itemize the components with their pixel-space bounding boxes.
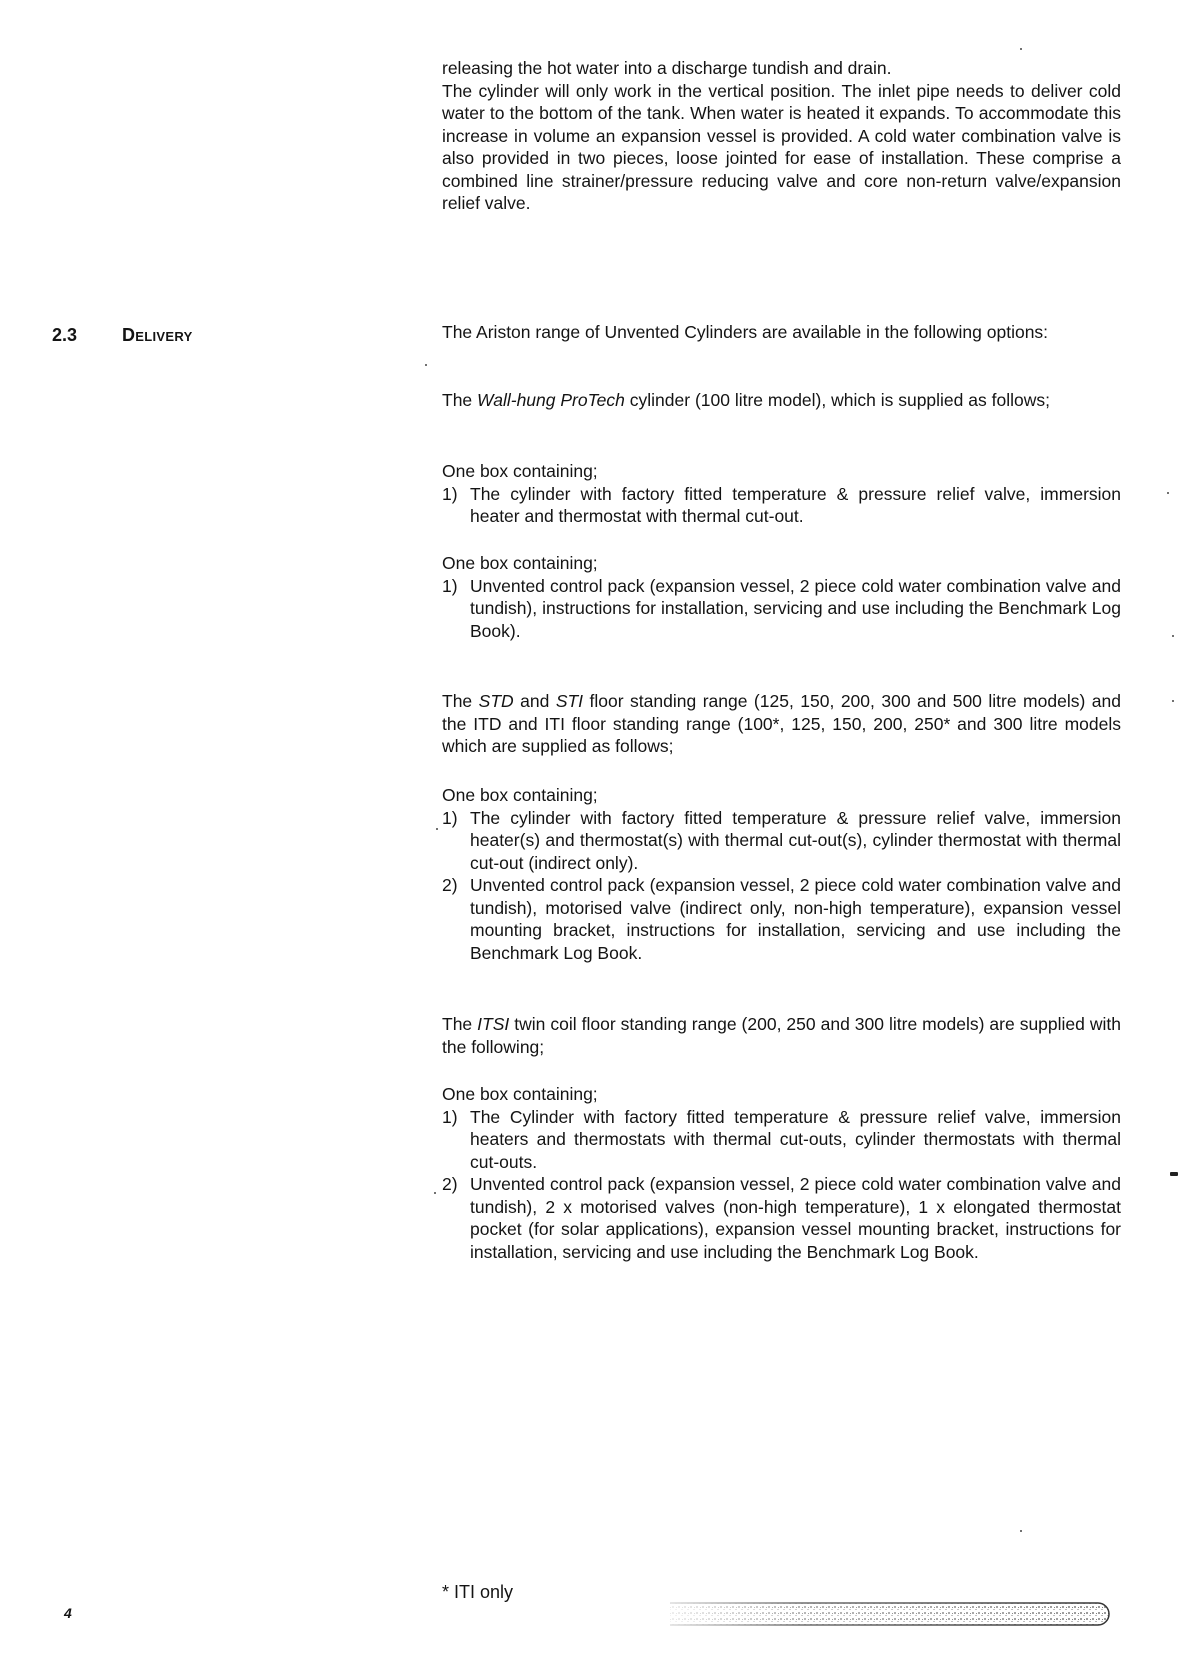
list-item-number: 2) xyxy=(442,875,458,895)
list-item-number: 1) xyxy=(442,807,458,828)
scan-speck xyxy=(1020,1530,1022,1532)
scan-speck xyxy=(1170,1172,1178,1176)
list-item xyxy=(442,1106,1121,1174)
scan-speck xyxy=(1172,700,1174,702)
list-item xyxy=(442,483,1121,528)
scan-speck xyxy=(434,1192,436,1194)
wallhung-lead-rest: cylinder (100 litre model), which is supplied as follows; xyxy=(629,390,1050,410)
list-item-number: 2) xyxy=(442,1174,458,1194)
list-item-text: Unvented control pack (expansion vessel, 2 piece cold water combination valve and tundish), instructions for installation, servicing and use including the Benchmark Log Book). xyxy=(470,575,1121,641)
wallhung-box-2 xyxy=(442,552,1121,642)
section-number: 2.3 xyxy=(52,325,78,345)
scan-speck xyxy=(1167,492,1169,494)
intro-paragraph-1: releasing the hot water into a discharge tundish and drain. xyxy=(442,58,892,78)
footnote: * ITI only xyxy=(442,1582,514,1602)
scan-speck xyxy=(436,828,438,830)
twin-lead-the: The xyxy=(442,1014,473,1034)
section-title: Delivery xyxy=(122,325,193,345)
floor-lead-the: The xyxy=(442,691,473,711)
scan-speck xyxy=(425,364,427,366)
intro-block xyxy=(442,57,1121,215)
floor-model-sti: STI xyxy=(555,691,584,711)
list-item-text: Unvented control pack (expansion vessel, 2 piece cold water combination valve and tundish), motorised valve (indirect only, non-high temperature), expansion vessel mounting bracket, instructions for installation, servicing and use including the Benchmark Log Book. xyxy=(470,875,1121,963)
wallhung-box-1 xyxy=(442,460,1121,528)
wallhung-model-name: Wall-hung ProTech xyxy=(477,390,625,410)
list-item xyxy=(442,874,1121,964)
list-item-text: The cylinder with factory fitted temperature & pressure relief valve, immersion heater(s) and thermostat(s) with thermal cut-out(s), cylinder thermostat with thermal cut-out (indirect only). xyxy=(470,807,1121,873)
list-item xyxy=(442,1173,1121,1263)
footer-scan-bar xyxy=(630,1600,1118,1628)
twin-box xyxy=(442,1083,1121,1263)
list-item xyxy=(442,807,1121,875)
twin-lead xyxy=(442,1013,1121,1058)
section-intro-text: The Ariston range of Unvented Cylinders are available in the following options: xyxy=(442,322,1049,342)
floor-lead-and: and xyxy=(520,691,550,711)
box-label: One box containing; xyxy=(442,785,598,805)
list-item-number: 1) xyxy=(442,483,458,504)
floor-model-std: STD xyxy=(478,691,514,711)
page-number: 4 xyxy=(64,1605,72,1621)
box-label: One box containing; xyxy=(442,461,598,481)
section-intro xyxy=(442,321,1121,344)
scan-speck xyxy=(1020,48,1022,50)
twin-model-itsi: ITSI xyxy=(477,1014,510,1034)
box-label: One box containing; xyxy=(442,1084,598,1104)
list-item-number: 1) xyxy=(442,1106,458,1127)
list-item-text: The Cylinder with factory fitted temperature & pressure relief valve, immersion heaters and thermostats with thermal cut-outs, cylinder thermostats with thermal cut-outs. xyxy=(470,1106,1121,1172)
wallhung-lead xyxy=(442,389,1121,412)
twin-lead-rest: twin coil floor standing range (200, 250 and 300 litre models) are supplied with the following; xyxy=(442,1014,1121,1057)
floor-lead-rest: floor standing range (125, 150, 200, 300 and 500 litre models) and the ITD and ITI floor standing range (100*, 125, 150, 200, 250* and 300 litre models which are supplied as follows; xyxy=(442,691,1121,756)
list-item-number: 1) xyxy=(442,575,458,596)
list-item-text: Unvented control pack (expansion vessel, 2 piece cold water combination valve and tundish), 2 x motorised valves (non-high temperature), 1 x elongated thermostat pocket (for solar applications), expansion vessel mounting bracket, instructions for installation, servicing and use including the Benchmark Log Book. xyxy=(470,1174,1121,1262)
wallhung-lead-the: The xyxy=(442,390,473,410)
list-item xyxy=(442,575,1121,643)
intro-paragraph-2: The cylinder will only work in the vertical position. The inlet pipe needs to deliver cold water to the bottom of the tank. When water is heated it expands. To accommodate this increase in volume an expansion vessel is provided. A cold water combination valve is also provided in two pieces, loose jointed for ease of installation. These comprise a combined line strainer/pressure reducing valve and core non-return valve/expansion relief valve. xyxy=(442,80,1121,213)
box-label: One box containing; xyxy=(442,553,598,573)
scan-speck xyxy=(1172,635,1174,637)
list-item-text: The cylinder with factory fitted temperature & pressure relief valve, immersion heater and thermostat with thermal cut-out. xyxy=(470,483,1121,526)
floor-box xyxy=(442,784,1121,964)
floor-lead xyxy=(442,690,1121,758)
